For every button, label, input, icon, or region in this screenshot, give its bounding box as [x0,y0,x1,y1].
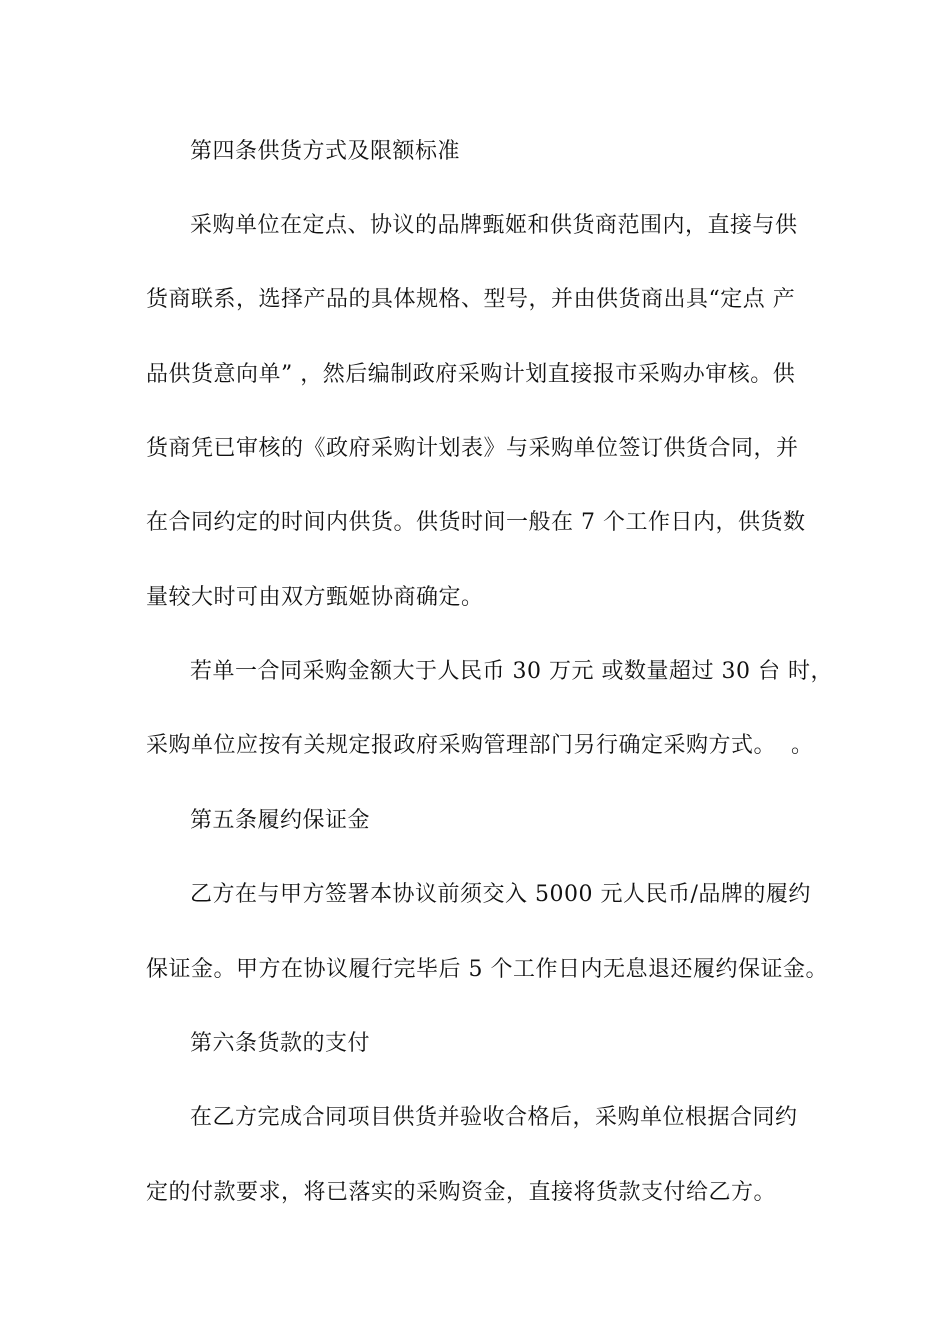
paragraph-line: 品供货意向单” ，然后编制政府采购计划直接报市采购办审核。供 [146,362,796,387]
paragraph-line: 乙方在与甲方签署本协议前须交入 5000 元人民币/品牌的履约 [190,882,811,907]
paragraph-line: 保证金。甲方在协议履行完毕后 5 个工作日内无息退还履约保证金。 [146,957,828,982]
paragraph-line: 货商联系，选择产品的具体规格、型号，并由供货商出具“定点 产 [146,287,796,312]
paragraph-line: 量较大时可由双方甄姬协商确定。 [146,585,484,610]
paragraph-line: 在合同约定的时间内供货。供货时间一般在 7 个工作日内，供货数 [146,510,806,535]
paragraph-line: 定的付款要求，将已落实的采购资金，直接将货款支付给乙方。 [146,1180,777,1205]
paragraph-line: 采购单位在定点、协议的品牌甄姬和供货商范围内，直接与供 [190,213,798,238]
paragraph-line: 采购单位应按有关规定报政府采购管理部门另行确定采购方式。 。 [146,733,814,758]
paragraph-line: 在乙方完成合同项目供货并验收合格后，采购单位根据合同约 [190,1105,798,1130]
paragraph-line: 若单一合同采购金额大于人民币 30 万元 或数量超过 30 台 时， [190,659,833,684]
article-6-heading: 第六条货款的支付 [190,1031,371,1056]
article-4-heading: 第四条供货方式及限额标准 [190,139,461,164]
paragraph-line: 货商凭已审核的《政府采购计划表》与采购单位签订供货合同，并 [146,436,799,461]
article-5-heading: 第五条履约保证金 [190,808,371,833]
